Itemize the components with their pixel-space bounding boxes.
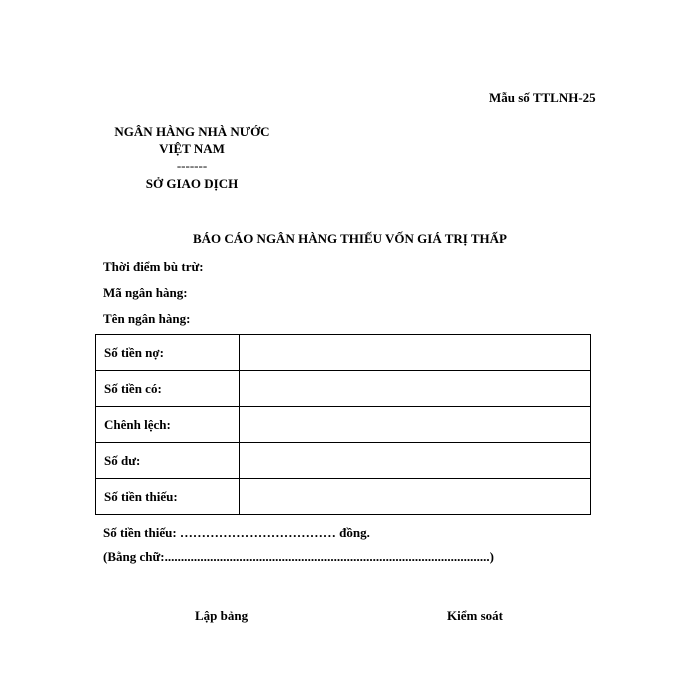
settlement-time-label: Thời điểm bù trừ: bbox=[103, 259, 204, 274]
row-value-debit[interactable] bbox=[240, 335, 591, 371]
table-row bbox=[96, 479, 591, 515]
row-value-credit[interactable] bbox=[240, 371, 591, 407]
agency-header bbox=[110, 123, 274, 194]
shortfall-amount-line: Số tiền thiếu: ……………………………… đồng. bbox=[103, 525, 370, 540]
row-label-balance: Số dư: bbox=[96, 443, 240, 479]
agency-separator: ------- bbox=[176, 158, 208, 173]
row-label-difference: Chênh lệch: bbox=[96, 407, 240, 443]
agency-line2: VIỆT NAM bbox=[159, 141, 225, 156]
row-label-debit: Số tiền nợ: bbox=[96, 335, 240, 371]
report-title: BÁO CÁO NGÂN HÀNG THIẾU VỐN GIÁ TRỊ THẤP bbox=[193, 231, 507, 246]
row-value-shortfall[interactable] bbox=[240, 479, 591, 515]
row-value-balance[interactable] bbox=[240, 443, 591, 479]
row-value-difference[interactable] bbox=[240, 407, 591, 443]
row-label-credit: Số tiền có: bbox=[96, 371, 240, 407]
bank-code-label: Mã ngân hàng: bbox=[103, 285, 188, 300]
table-row bbox=[96, 407, 591, 443]
agency-line1: NGÂN HÀNG NHÀ NƯỚC bbox=[114, 124, 270, 139]
row-label-shortfall: Số tiền thiếu: bbox=[96, 479, 240, 515]
table-row bbox=[96, 335, 591, 371]
table-row bbox=[96, 443, 591, 479]
agency-department: SỞ GIAO DỊCH bbox=[145, 176, 239, 191]
table-row bbox=[96, 371, 591, 407]
amount-in-words-line: (Bằng chữ:....................................................................................................) bbox=[103, 549, 494, 564]
bank-name-label: Tên ngân hàng: bbox=[103, 311, 191, 326]
form-code: Mẫu số TTLNH-25 bbox=[489, 90, 596, 105]
checked-by-signature: Kiểm soát bbox=[447, 608, 503, 623]
balance-table bbox=[95, 334, 591, 515]
prepared-by-signature: Lập bảng bbox=[195, 608, 249, 623]
